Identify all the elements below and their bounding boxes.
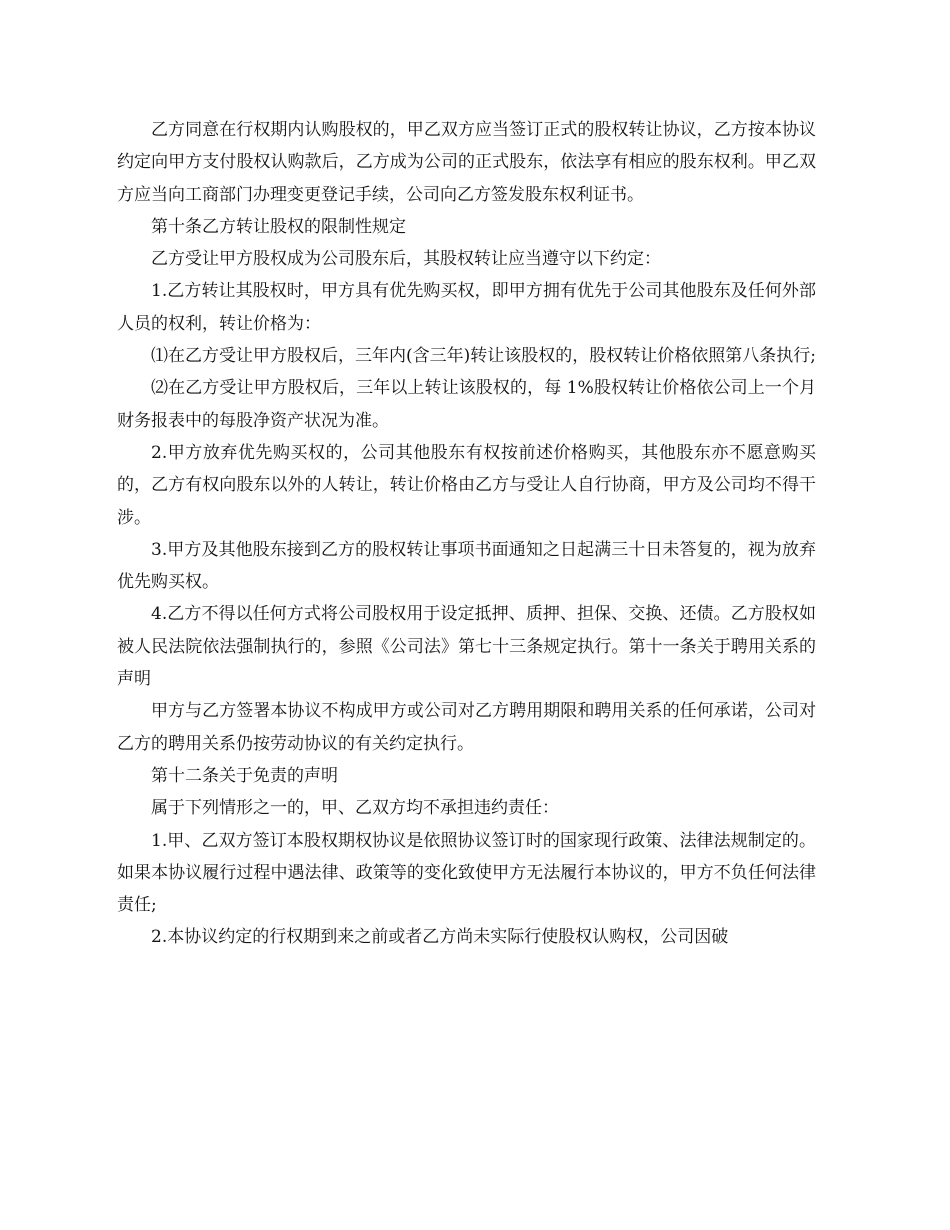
section-heading-article-12: 第十二条关于免责的声明: [151, 765, 338, 786]
paragraph-exemptions-intro: 属于下列情形之一的，甲、乙双方均不承担违约责任：: [151, 798, 559, 819]
paragraph-3: 乙方受让甲方股权成为公司股东后，其股权转让应当遵守以下约定：: [151, 249, 661, 270]
paragraph-1: 乙方同意在行权期内认购股权的，甲乙双方应当签订正式的股权转让协议，乙方按本协议约定向甲方支付股权认购款后，乙方成为公司的正式股东，依法享有相应的股东权利。甲乙双方应当向工商部门办理变更登记手续，公司向乙方签发股东权利证书。: [117, 120, 816, 205]
list-item-1: 1.乙方转让其股权时，甲方具有优先购买权，即甲方拥有优先于公司其他股东及任何外部人员的权利，转让价格为：: [117, 281, 816, 334]
sub-item-1: ⑴在乙方受让甲方股权后，三年内(含三年)转让该股权的，股权转让价格依照第八条执行;: [151, 346, 816, 367]
sub-item-2: ⑵在乙方受让甲方股权后，三年以上转让该股权的，每 1%股权转让价格依公司上一个月财务报表中的每股净资产状况为准。: [117, 378, 816, 431]
section-heading-article-10: 第十条乙方转让股权的限制性规定: [151, 216, 406, 237]
list-item-3: 3.甲方及其他股东接到乙方的股权转让事项书面通知之日起满三十日未答复的，视为放弃优先购买权。: [117, 539, 816, 593]
exemption-item-1: 1.甲、乙双方签订本股权期权协议是依照协议签订时的国家现行政策、法律法规制定的。如果本协议履行过程中遇法律、政策等的变化致使甲方无法履行本协议的，甲方不负任何法律责任;: [117, 830, 816, 916]
exemption-item-2: 2.本协议约定的行权期到来之前或者乙方尚未实际行使股权认购权，公司因破: [151, 927, 729, 948]
list-item-2: 2.甲方放弃优先购买权的，公司其他股东有权按前述价格购买，其他股东亦不愿意购买的，乙方有权向股东以外的人转让，转让价格由乙方与受让人自行协商，甲方及公司均不得干涉。: [117, 442, 816, 528]
paragraph-employment: 甲方与乙方签署本协议不构成甲方或公司对乙方聘用期限和聘用关系的任何承诺，公司对乙方的聘用关系仍按劳动协议的有关约定执行。: [117, 701, 816, 754]
list-item-4: 4.乙方不得以任何方式将公司股权用于设定抵押、质押、担保、交换、还债。乙方股权如被人民法院依法强制执行的，参照《公司法》第七十三条规定执行。第十一条关于聘用关系的声明: [117, 604, 816, 690]
